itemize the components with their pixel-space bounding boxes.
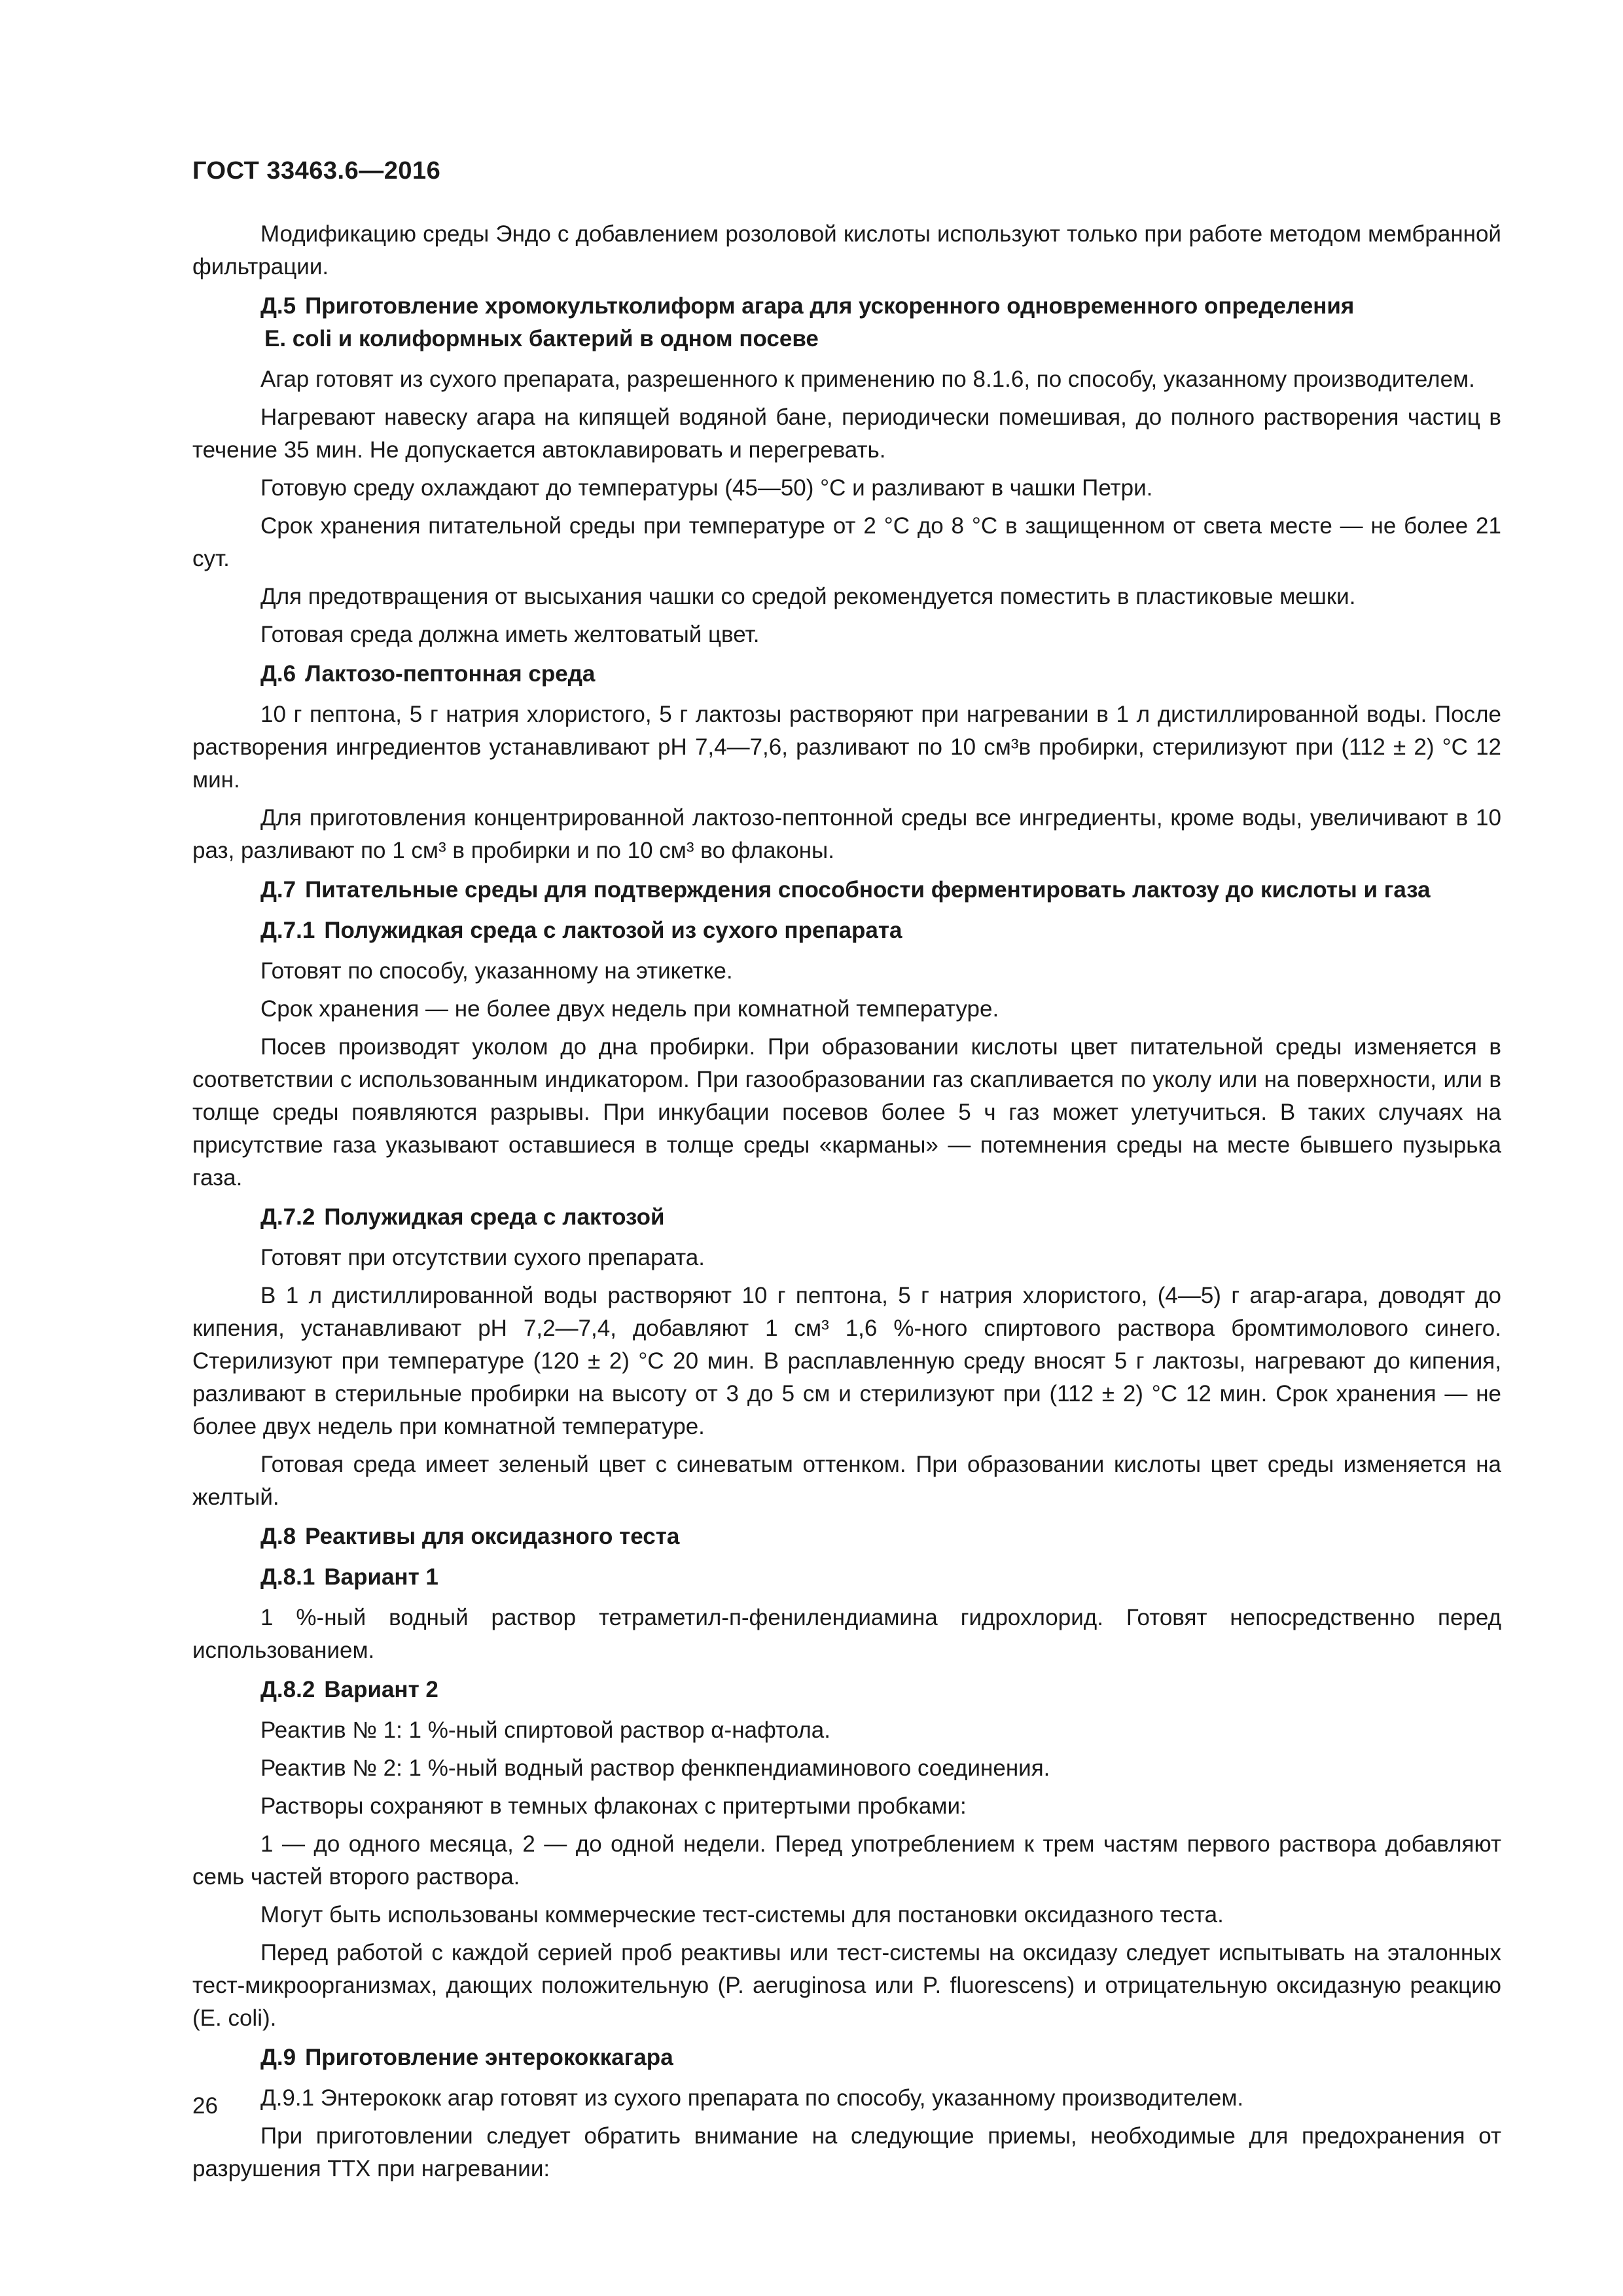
section-title: Приготовление хромокультколиформ агара для ускоренного одновременного определения	[305, 293, 1355, 319]
section-heading	[192, 1201, 1501, 1234]
section-number: Д.8.1	[260, 1564, 315, 1590]
section-title: Вариант 2	[324, 1677, 438, 1702]
paragraph: Для предотвращения от высыхания чашки со средой рекомендуется поместить в пластиковые мешки.	[260, 584, 1356, 609]
paragraph: Могут быть использованы коммерческие тест-системы для постановки оксидазного теста.	[260, 1902, 1224, 1928]
paragraph: 1 — до одного месяца, 2 — до одной недели. Перед употреблением к трем частям первого раствора добавляют семь частей второго раствора.	[192, 1831, 1501, 1890]
paragraph: В 1 л дистиллированной воды растворяют 10 г пептона, 5 г натрия хлористого, (4—5) г агар-агара, доводят до кипения, устанавливают pH 7,2—7,4, добавляют 1 см³ 1,6 %-ного спиртового раствора бромтимолового синего. Стерилизуют при температуре (120 ± 2) °С 20 мин. В расплавленную среду вносят 5 г лактозы, нагревают до кипения, разливают в стерильные пробирки на высоту от 3 до 5 см и стерилизуют при (112 ± 2) °С 12 мин. Срок хранения — не более двух недель при комнатной температуре.	[192, 1283, 1501, 1439]
document-page	[192, 157, 1501, 2185]
paragraph: Готовая среда имеет зеленый цвет с синеватым оттенком. При образовании кислоты цвет среды изменяется на желтый.	[192, 1452, 1501, 1510]
section-title: Полужидкая среда с лактозой	[324, 1204, 665, 1230]
section-title: Реактивы для оксидазного теста	[305, 1524, 680, 1549]
section-heading	[192, 2041, 1501, 2074]
section-number: Д.8	[260, 1524, 296, 1549]
section-number: Д.5	[260, 293, 296, 319]
paragraph: Модификацию среды Эндо с добавлением розоловой кислоты используют только при работе методом мембранной фильтрации.	[192, 221, 1501, 279]
paragraph: Посев производят уколом до дна пробирки. При образовании кислоты цвет питательной среды изменяется в соответствии с использованным индикатором. При газообразовании газ скапливается по уколу или на поверхности, или в толще среды появляются разрывы. При инкубации посевов более 5 ч газ может улетучиться. В таких случаях на присутствие газа указывают оставшиеся в толще среды «карманы» — потемнения среды на месте бывшего пузырька газа.	[192, 1034, 1501, 1191]
paragraph: Готовая среда должна иметь желтоватый цвет.	[260, 622, 760, 647]
section-heading	[192, 1520, 1501, 1553]
paragraph: Готовую среду охлаждают до температуры (45—50) °С и разливают в чашки Петри.	[260, 475, 1153, 501]
paragraph: 10 г пептона, 5 г натрия хлористого, 5 г лактозы растворяют при нагревании в 1 л дистиллированной воды. После растворения ингредиентов устанавливают pH 7,4—7,6, разливают по 10 см³в пробирки, стерилизуют при (112 ± 2) °С 12 мин.	[192, 702, 1501, 793]
paragraph: 1 %-ный водный раствор тетраметил-п-фенилендиамина гидрохлорид. Готовят непосредственно перед использованием.	[192, 1605, 1501, 1663]
section-number: Д.7.2	[260, 1204, 315, 1230]
section-number: Д.8.2	[260, 1677, 315, 1702]
section-title-continuation: E. coli и колиформных бактерий в одном посеве	[264, 326, 819, 351]
section-heading	[192, 874, 1501, 906]
section-heading	[192, 290, 1501, 355]
section-heading	[192, 658, 1501, 691]
paragraph: Д.9.1 Энтерококк агар готовят из сухого препарата по способу, указанному производителем.	[260, 2085, 1244, 2111]
paragraph: Срок хранения — не более двух недель при комнатной температуре.	[260, 996, 999, 1022]
section-number: Д.7.1	[260, 918, 315, 943]
section-title: Питательные среды для подтверждения способности ферментировать лактозу до кислоты и газа	[305, 877, 1431, 903]
document-body	[192, 218, 1501, 2185]
paragraph: Для приготовления концентрированной лактозо-пептонной среды все ингредиенты, кроме воды, увеличивают в 10 раз, разливают по 1 см³ в пробирки и по 10 см³ во флаконы.	[192, 805, 1501, 863]
section-number: Д.7	[260, 877, 296, 903]
section-title: Приготовление энтерококкагара	[305, 2045, 673, 2070]
section-title: Вариант 1	[324, 1564, 438, 1590]
paragraph: Реактив № 1: 1 %-ный спиртовой раствор α-нафтола.	[260, 1717, 830, 1743]
section-title: Полужидкая среда с лактозой из сухого препарата	[324, 918, 902, 943]
paragraph: При приготовлении следует обратить внимание на следующие приемы, необходимые для предохранения от разрушения ТТХ при нагревании:	[192, 2123, 1501, 2181]
page-number: 26	[192, 2093, 218, 2119]
paragraph: Готовят по способу, указанному на этикетке.	[260, 958, 733, 984]
section-number: Д.6	[260, 661, 296, 687]
section-heading	[192, 914, 1501, 947]
paragraph: Готовят при отсутствии сухого препарата.	[260, 1245, 705, 1270]
paragraph: Срок хранения питательной среды при температуре от 2 °С до 8 °С в защищенном от света месте — не более 21 сут.	[192, 513, 1501, 571]
paragraph: Реактив № 2: 1 %-ный водный раствор фенкпендиаминового соединения.	[260, 1755, 1050, 1781]
paragraph: Перед работой с каждой серией проб реактивы или тест-системы на оксидазу следует испытывать на эталонных тест-микроорганизмах, дающих положительную (P. aeruginosa или P. fluorescens) и отрицательную оксидазную реакцию (E. coli).	[192, 1940, 1501, 2031]
section-heading	[192, 1561, 1501, 1594]
document-header: ГОСТ 33463.6—2016	[192, 157, 441, 185]
section-number: Д.9	[260, 2045, 296, 2070]
section-heading	[192, 1674, 1501, 1706]
section-title: Лактозо-пептонная среда	[305, 661, 596, 687]
paragraph: Растворы сохраняют в темных флаконах с притертыми пробками:	[260, 1793, 967, 1819]
paragraph: Нагревают навеску агара на кипящей водяной бане, периодически помешивая, до полного растворения частиц в течение 35 мин. Не допускается автоклавировать и перегревать.	[192, 404, 1501, 463]
paragraph: Агар готовят из сухого препарата, разрешенного к применению по 8.1.6, по способу, указанному производителем.	[260, 367, 1475, 392]
